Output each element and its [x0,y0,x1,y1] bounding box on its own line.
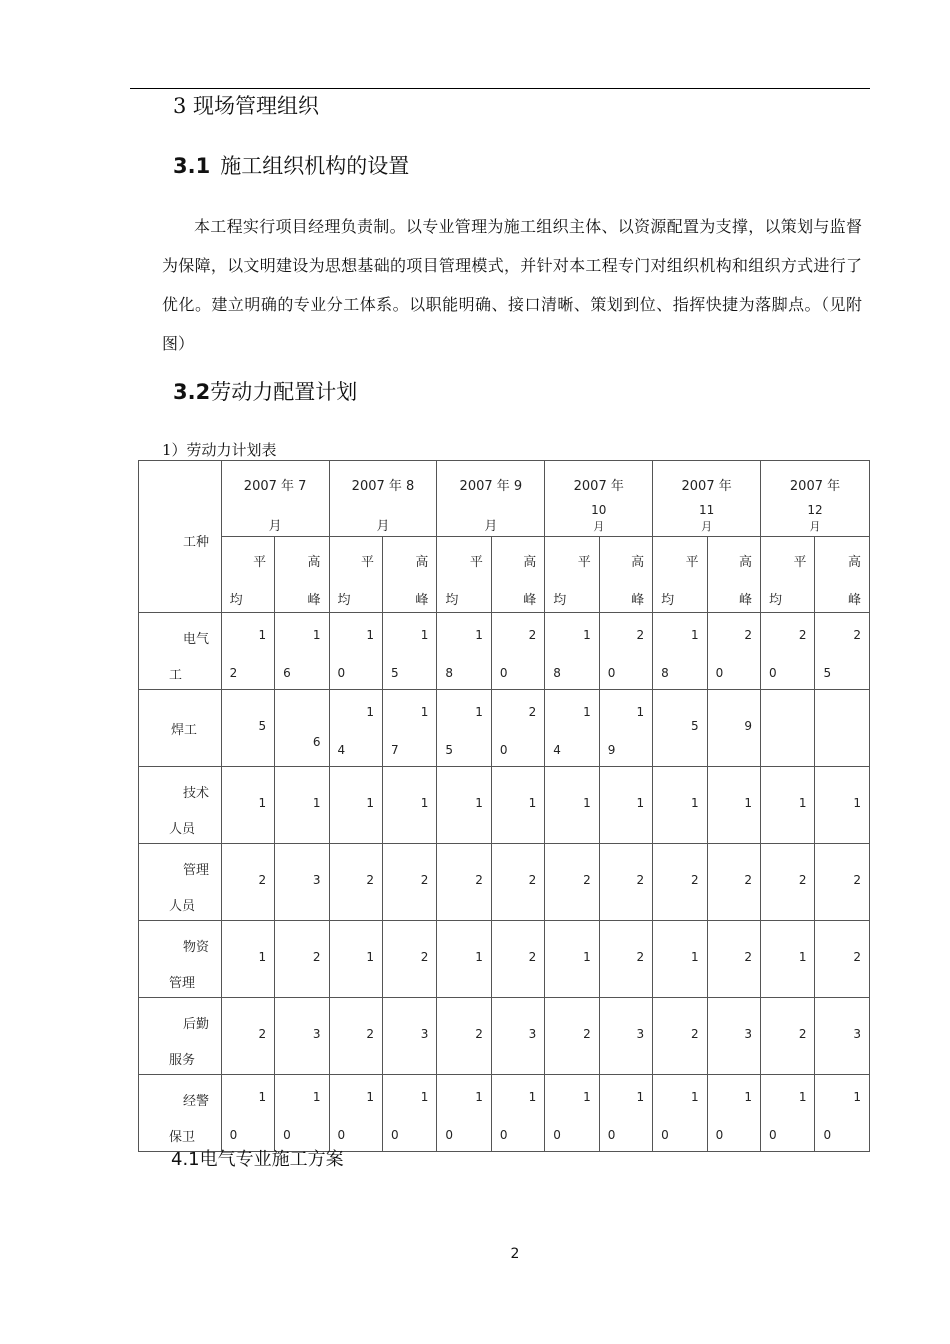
section-4-1-title: 电气专业施工方案 [199,1149,344,1170]
digit: 0 [229,1127,238,1142]
header-char: 均 [229,593,243,608]
value-cell [545,844,599,921]
section-4-1-number: 4.1 [171,1149,200,1170]
value-cell [382,767,436,844]
section-4-1-heading [171,1148,344,1172]
value-cell [329,690,382,767]
header-char: 高 [415,555,429,570]
month-unit: 月 [809,520,821,533]
table-row [139,844,870,921]
value-text: 2 [744,872,753,887]
digit: 4 [553,742,561,757]
header-char: 平 [793,555,807,570]
value-text: 1 [853,795,861,810]
value-cell [545,921,599,998]
value-cell [653,690,707,767]
value-cell [221,690,274,767]
header-char: 均 [445,593,459,608]
value-text: 2 [690,872,699,887]
value-cell [545,1075,599,1152]
value-cell [221,1075,274,1152]
digit: 0 [607,665,616,680]
value-text: 3 [312,872,321,887]
digit: 1 [366,1089,374,1104]
trade-label: 保卫 [169,1129,196,1145]
month-label: 2007 年 [789,479,841,494]
trade-label: 焊工 [171,722,198,738]
digit: 1 [636,1089,645,1104]
value-text: 3 [853,1026,861,1041]
table-row [139,921,870,998]
digit: 2 [528,627,537,642]
digit: 2 [636,627,645,642]
value-text: 2 [583,1026,591,1041]
month-number: 11 [698,503,715,517]
value-text: 2 [853,949,861,964]
trade-label: 工 [169,667,183,683]
digit: 2 [798,627,807,642]
value-cell [653,767,707,844]
peak-header-cell [707,537,760,613]
month-header-oct [545,461,653,537]
value-text: 3 [744,1026,753,1041]
digit: 1 [475,704,483,719]
header-char: 均 [337,593,351,608]
digit: 1 [420,627,429,642]
trade-label: 后勤 [183,1016,210,1032]
digit: 1 [690,1089,699,1104]
digit: 1 [690,627,699,642]
digit: 0 [769,665,777,680]
month-label: 2007 年 [681,479,732,494]
month-header-dec [761,461,870,537]
body-paragraph: 本工程实行项目经理负责制。以专业管理为施工组织主体、以资源配置为支撑，以策划与监督为保障，以文明建设为思想基础的项目管理模式，并针对本工程专门对组织机构和组织方式进行了优化。建立明确的专业分工体系。以职能明确、接口清晰、策划到位、指挥快捷为落脚点。（见附图） [162,217,862,353]
value-cell [221,767,274,844]
month-header-sep [437,461,545,537]
digit: 1 [258,627,267,642]
month-unit: 月 [593,520,605,533]
value-text: 3 [420,1026,429,1041]
value-cell [491,613,544,690]
digit: 0 [499,1127,508,1142]
peak-header-cell [275,537,329,613]
value-cell [275,690,329,767]
value-cell [599,844,652,921]
value-cell [382,998,436,1075]
value-text: 2 [258,872,267,887]
trade-cell [139,690,222,767]
trade-label: 技术 [183,785,210,801]
digit: 5 [823,665,832,680]
value-text: 2 [420,949,429,964]
value-cell [491,1075,544,1152]
value-cell [275,613,329,690]
month-header-nov [653,461,761,537]
header-char: 高 [307,555,321,570]
value-text: 2 [528,949,537,964]
digit: 1 [475,1089,483,1104]
table-caption: 1）劳动力计划表 [162,441,277,459]
value-cell [329,1075,382,1152]
value-cell [491,690,544,767]
value-text: 1 [798,795,807,810]
trade-label: 电气 [183,631,210,647]
value-cell [707,767,760,844]
value-text: 2 [258,1026,267,1041]
value-text: 1 [744,795,753,810]
value-cell [815,690,870,767]
digit: 6 [283,665,291,680]
value-cell [329,998,382,1075]
value-cell [707,690,760,767]
month-label: 2007 年 [573,479,624,494]
month-number: 12 [807,503,823,517]
peak-header-cell [815,537,870,613]
header-char: 均 [661,593,675,608]
peak-header-cell [491,537,544,613]
section-3-1-number: 3.1 [173,154,211,178]
digit: 2 [853,627,861,642]
value-cell [275,844,329,921]
header-char: 平 [360,555,374,570]
value-text: 1 [583,795,591,810]
header-char: 峰 [847,593,861,608]
value-text: 2 [636,949,645,964]
value-text: 2 [366,1026,374,1041]
digit: 2 [229,665,238,680]
digit: 0 [553,1127,561,1142]
digit: 8 [661,665,669,680]
month-label: 2007 年 7 [243,479,307,494]
labor-plan-table [138,460,870,1152]
month-unit: 月 [376,519,390,534]
section-3-2-title: 劳动力配置计划 [210,380,358,404]
value-text: 1 [366,949,374,964]
value-text: 1 [258,949,267,964]
value-cell [437,921,491,998]
value-cell [382,690,436,767]
peak-header-cell [599,537,652,613]
digit: 0 [445,1127,454,1142]
value-text: 2 [636,872,645,887]
value-cell [761,998,815,1075]
header-char: 平 [685,555,699,570]
digit: 1 [636,704,645,719]
digit: 0 [769,1127,777,1142]
trade-label: 人员 [169,821,196,837]
value-cell [382,1075,436,1152]
table-row [139,767,870,844]
value-cell [437,690,491,767]
value-cell [491,844,544,921]
digit: 0 [823,1127,832,1142]
value-cell [275,998,329,1075]
header-char: 均 [769,593,783,608]
value-cell [599,767,652,844]
digit: 0 [607,1127,616,1142]
month-header-aug [329,461,437,537]
digit: 8 [553,665,561,680]
digit: 2 [528,704,537,719]
value-cell [275,921,329,998]
digit: 0 [499,665,508,680]
month-label: 2007 年 8 [351,479,415,494]
value-text: 2 [366,872,374,887]
value-text: 1 [690,949,699,964]
value-text: 2 [744,949,753,964]
trade-label: 管理 [183,862,210,878]
trade-label: 服务 [169,1052,196,1068]
value-cell [815,613,870,690]
header-char: 平 [577,555,591,570]
trade-header-label: 工种 [183,535,210,550]
value-cell [761,690,815,767]
value-cell [815,767,870,844]
value-cell [599,690,652,767]
value-cell [761,1075,815,1152]
value-cell [329,613,382,690]
value-text: 5 [690,718,699,733]
value-cell [545,613,599,690]
trade-cell [139,613,222,690]
value-cell [545,767,599,844]
value-text: 2 [583,872,591,887]
header-char: 峰 [415,593,429,608]
value-text: 2 [798,1026,807,1041]
section-3-1-title: 施工组织机构的设置 [220,154,410,178]
month-unit: 月 [701,520,713,533]
header-char: 峰 [307,593,321,608]
value-text: 2 [312,949,321,964]
header-char: 峰 [631,593,645,608]
digit: 1 [583,704,591,719]
header-char: 高 [847,555,861,570]
value-cell [653,998,707,1075]
trade-cell [139,844,222,921]
section-3-heading: 3 现场管理组织 [173,94,320,118]
digit: 1 [258,1089,267,1104]
digit: 1 [366,627,374,642]
digit: 0 [499,742,508,757]
table-row [139,690,870,767]
section-3-1-heading [173,152,409,180]
header-char: 平 [469,555,483,570]
value-text: 3 [636,1026,645,1041]
digit: 1 [475,627,483,642]
digit: 1 [583,627,591,642]
month-number: 10 [591,503,607,517]
value-text: 1 [420,795,429,810]
value-text: 1 [475,949,483,964]
digit: 0 [390,1127,399,1142]
value-text: 5 [258,718,267,733]
value-cell [707,844,760,921]
value-text: 2 [798,872,807,887]
value-cell [599,1075,652,1152]
value-cell [221,613,274,690]
value-cell [707,921,760,998]
section-3-2-number: 3.2 [173,380,211,404]
trade-cell [139,1075,222,1152]
trade-header-cell [139,461,222,613]
digit: 1 [312,1089,321,1104]
month-unit: 月 [268,519,282,534]
header-char: 高 [739,555,753,570]
trade-cell [139,921,222,998]
avg-header-cell [437,537,491,613]
avg-header-cell [329,537,382,613]
table-row [139,998,870,1075]
value-text: 1 [528,795,537,810]
value-cell [761,921,815,998]
value-text: 1 [690,795,699,810]
value-cell [329,844,382,921]
digit: 7 [390,742,399,757]
value-cell [491,921,544,998]
trade-cell [139,998,222,1075]
value-cell [329,921,382,998]
value-cell [815,921,870,998]
header-char: 高 [631,555,645,570]
digit: 1 [420,1089,429,1104]
value-text: 2 [475,1026,483,1041]
value-cell [275,767,329,844]
month-header-jul [221,461,329,537]
digit: 8 [445,665,454,680]
month-header-row [139,461,870,537]
avg-header-cell [221,537,274,613]
value-text: 1 [636,795,645,810]
value-text: 3 [528,1026,537,1041]
month-unit: 月 [484,519,498,534]
value-cell [437,844,491,921]
value-cell [653,921,707,998]
value-cell [437,998,491,1075]
digit: 1 [366,704,374,719]
value-cell [707,998,760,1075]
value-text: 2 [420,872,429,887]
digit: 5 [445,742,454,757]
value-cell [815,844,870,921]
digit: 2 [744,627,753,642]
digit: 1 [420,704,429,719]
value-text: 6 [312,734,321,749]
digit: 1 [853,1089,861,1104]
digit: 5 [390,665,399,680]
digit: 1 [312,627,321,642]
value-cell [491,998,544,1075]
value-cell [545,690,599,767]
digit: 0 [715,665,724,680]
trade-label: 物资 [183,939,210,955]
value-text: 2 [528,872,537,887]
value-cell [382,921,436,998]
trade-label: 人员 [169,898,196,914]
table-row [139,1075,870,1152]
value-cell [382,613,436,690]
value-cell [815,1075,870,1152]
value-text: 1 [366,795,374,810]
value-cell [815,998,870,1075]
value-cell [437,613,491,690]
header-rule [130,88,870,89]
digit: 1 [528,1089,537,1104]
value-cell [599,613,652,690]
value-text: 1 [583,949,591,964]
header-char: 高 [523,555,537,570]
header-char: 峰 [739,593,753,608]
value-text: 1 [258,795,267,810]
digit: 1 [744,1089,753,1104]
digit: 0 [715,1127,724,1142]
digit: 1 [798,1089,807,1104]
value-cell [707,613,760,690]
value-text: 3 [312,1026,321,1041]
value-text: 2 [853,872,861,887]
header-char: 平 [253,555,267,570]
avg-peak-header-row [139,537,870,613]
value-cell [545,998,599,1075]
avg-header-cell [653,537,707,613]
value-cell [599,921,652,998]
header-char: 峰 [523,593,537,608]
digit: 0 [337,665,346,680]
value-cell [491,767,544,844]
value-text: 2 [475,872,483,887]
value-cell [275,1075,329,1152]
value-cell [382,844,436,921]
value-cell [653,1075,707,1152]
month-label: 2007 年 9 [459,479,523,494]
value-cell [599,998,652,1075]
digit: 9 [607,742,616,757]
avg-header-cell [761,537,815,613]
value-cell [653,613,707,690]
table-row [139,613,870,690]
digit: 1 [583,1089,591,1104]
value-text: 1 [312,795,321,810]
value-text: 1 [475,795,483,810]
value-cell [221,921,274,998]
header-char: 均 [553,593,567,608]
value-text: 9 [744,718,753,733]
trade-label: 管理 [169,975,196,991]
trade-cell [139,767,222,844]
value-cell [437,1075,491,1152]
value-cell [437,767,491,844]
avg-header-cell [545,537,599,613]
peak-header-cell [382,537,436,613]
section-3-2-heading [173,378,357,406]
value-cell [707,1075,760,1152]
digit: 0 [661,1127,669,1142]
digit: 4 [337,742,346,757]
digit: 0 [337,1127,346,1142]
digit: 0 [283,1127,291,1142]
value-cell [329,767,382,844]
value-text: 2 [690,1026,699,1041]
value-cell [761,767,815,844]
value-cell [221,998,274,1075]
value-text: 1 [798,949,807,964]
page-number: 2 [510,1246,520,1262]
trade-label: 经警 [183,1093,210,1109]
value-cell [761,613,815,690]
value-cell [653,844,707,921]
value-cell [221,844,274,921]
value-cell [761,844,815,921]
